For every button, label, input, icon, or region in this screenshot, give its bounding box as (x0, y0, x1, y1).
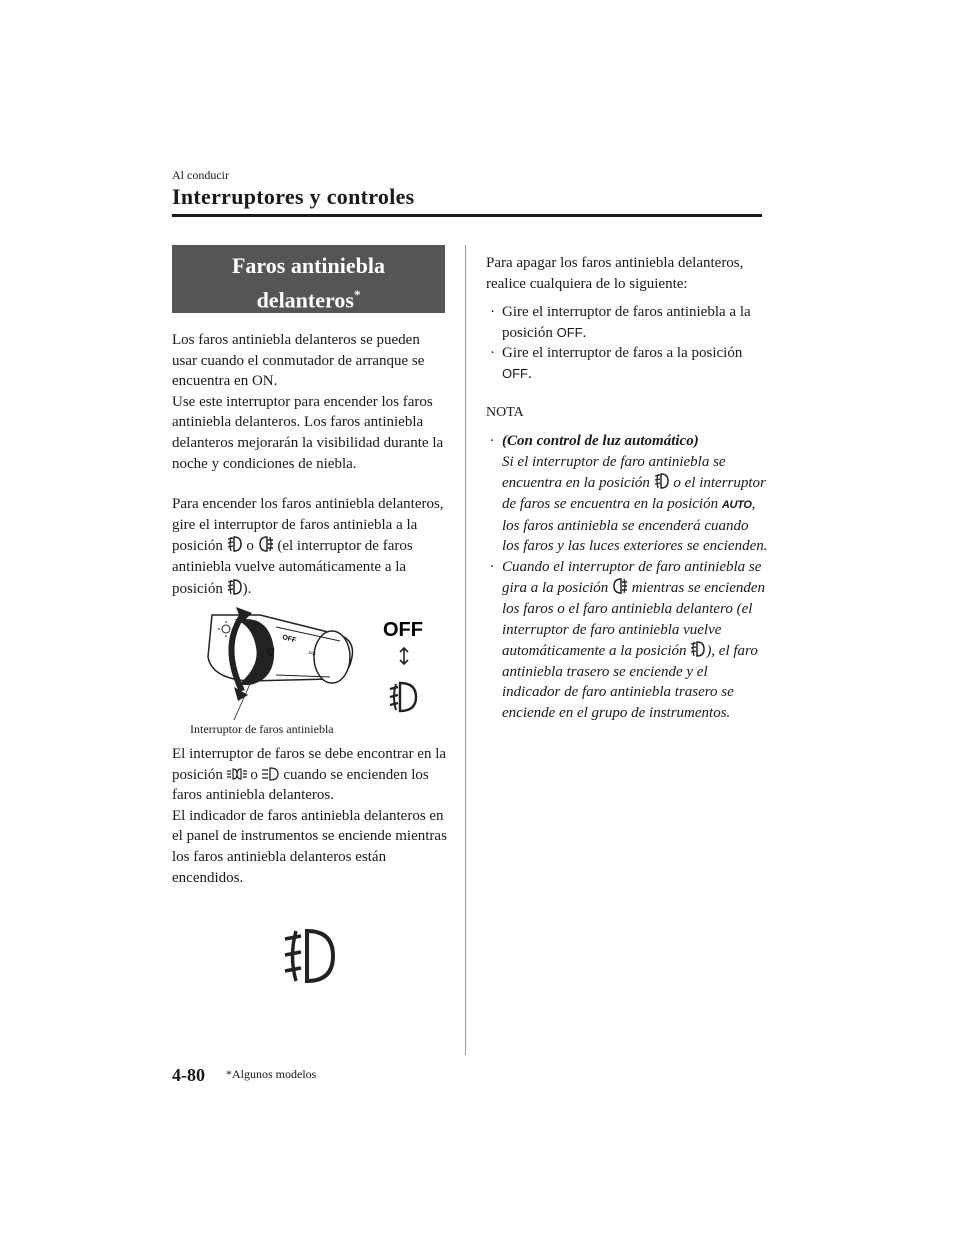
footer-note: *Algunos modelos (226, 1067, 317, 1081)
front-fog-icon (690, 640, 706, 658)
note-item (486, 557, 768, 724)
page-number: 4-80 (172, 1065, 205, 1085)
right-column (486, 253, 768, 723)
front-fog-icon (654, 472, 670, 490)
section-label: Al conducir (172, 168, 229, 182)
headlight-text-a: El interruptor de faros se debe encontrar en la posición (172, 746, 447, 783)
note-heading: NOTA (486, 404, 524, 420)
figure-caption: Interruptor de faros antiniebla (190, 722, 334, 736)
parking-light-icon (227, 766, 247, 782)
section-banner (172, 245, 445, 313)
rear-fog-icon (612, 577, 628, 595)
note2-text-b: mientras se encienden los faros o el faro antiniebla delantero (el interruptor de faro antiniebla vuelve automáticamente a la posición (502, 580, 766, 660)
note2-text-c: ), el faro antiniebla trasero se enciende y el indicador de faro antiniebla trasero se enciende en el grupo de instrumentos. (502, 643, 758, 721)
banner-line-1: Faros antiniebla (231, 253, 385, 278)
bullet-text: Gire el interruptor de faros a la posición (502, 345, 743, 362)
note1-text-a: Si el interruptor de faro antiniebla se encuentra en la posición (502, 453, 726, 492)
note1-text-c: , los faros antiniebla se encenderá cuando los faros y las luces exteriores se encienden. (502, 495, 768, 555)
svg-text:OFF: OFF (281, 634, 297, 645)
svg-text:▽: ▽ (267, 647, 275, 658)
bullet-end: . (528, 365, 532, 382)
turn-on-text-b: o (242, 538, 258, 555)
banner-line-2-text: delanteros (256, 287, 354, 313)
column-divider (465, 245, 466, 1055)
left-column-bottom (172, 744, 447, 888)
front-fog-icon (227, 578, 243, 596)
bullet-dot: · (490, 304, 495, 321)
list-item (486, 343, 768, 384)
note-condition: (Con control de luz automático) (502, 433, 699, 450)
svg-text:⇨: ⇨ (307, 647, 318, 659)
fog-indicator-icon (283, 925, 339, 987)
page-title: Interruptores y controles (172, 184, 415, 209)
off-inline: OFF (556, 324, 583, 340)
off-inline: OFF (502, 365, 528, 381)
paragraph-headlight-position (172, 744, 447, 806)
banner-asterisk: * (353, 287, 361, 302)
turn-on-text-a: Para encender los faros antiniebla delanteros, gire el interruptor de faros antiniebla a la posición (172, 496, 444, 555)
headlight-text-b: o (246, 766, 262, 783)
auto-inline: AUTO (721, 498, 752, 511)
title-rule (172, 214, 762, 217)
headlight-text-c: cuando se encienden los faros antiniebla delanteros. (172, 766, 429, 804)
bullet-dot: · (490, 558, 494, 575)
banner-line-2 (172, 280, 445, 314)
bullet-dot: · (490, 345, 495, 362)
bullet-text: Gire el interruptor de faros antiniebla a la posición (502, 304, 751, 341)
note1-text-b: o el interruptor de faros se encuentra en la posición (502, 475, 766, 512)
list-item (486, 302, 768, 343)
off-label: OFF (383, 619, 423, 641)
front-fog-icon (227, 535, 243, 553)
paragraph-indicator: El indicador de faros antiniebla delanteros en el panel de instrumentos se enciende mientras los faros antiniebla delanteros están encendidos. (172, 807, 447, 886)
bullet-end: . (582, 324, 587, 341)
left-column-top (172, 330, 447, 599)
turn-on-text-d: ). (242, 580, 252, 597)
paragraph-usage: Use este interruptor para encender los faros antiniebla delanteros. Los faros antiniebla delanteros mejorarán la visibilidad durante la noche y condiciones de niebla. (172, 393, 444, 472)
paragraph-intro: Los faros antiniebla delanteros se pueden usar cuando el conmutador de arranque se encuentra en ON. (172, 332, 425, 390)
note-item (486, 431, 768, 557)
headlight-icon (262, 766, 280, 782)
rear-fog-icon (258, 535, 274, 553)
turn-on-text-c: (el interruptor de faros antiniebla vuelve automáticamente a la posición (172, 538, 413, 597)
paragraph-turn-off: Para apagar los faros antiniebla delanteros, realice cualquiera de lo siguiente: (486, 255, 744, 292)
fog-switch-figure (190, 605, 440, 720)
note2-text-a: Cuando el interruptor de faro antiniebla se gira a la posición (502, 558, 762, 597)
bullet-dot: · (490, 433, 494, 450)
paragraph-turn-on (172, 494, 447, 599)
front-fog-icon (390, 683, 416, 711)
